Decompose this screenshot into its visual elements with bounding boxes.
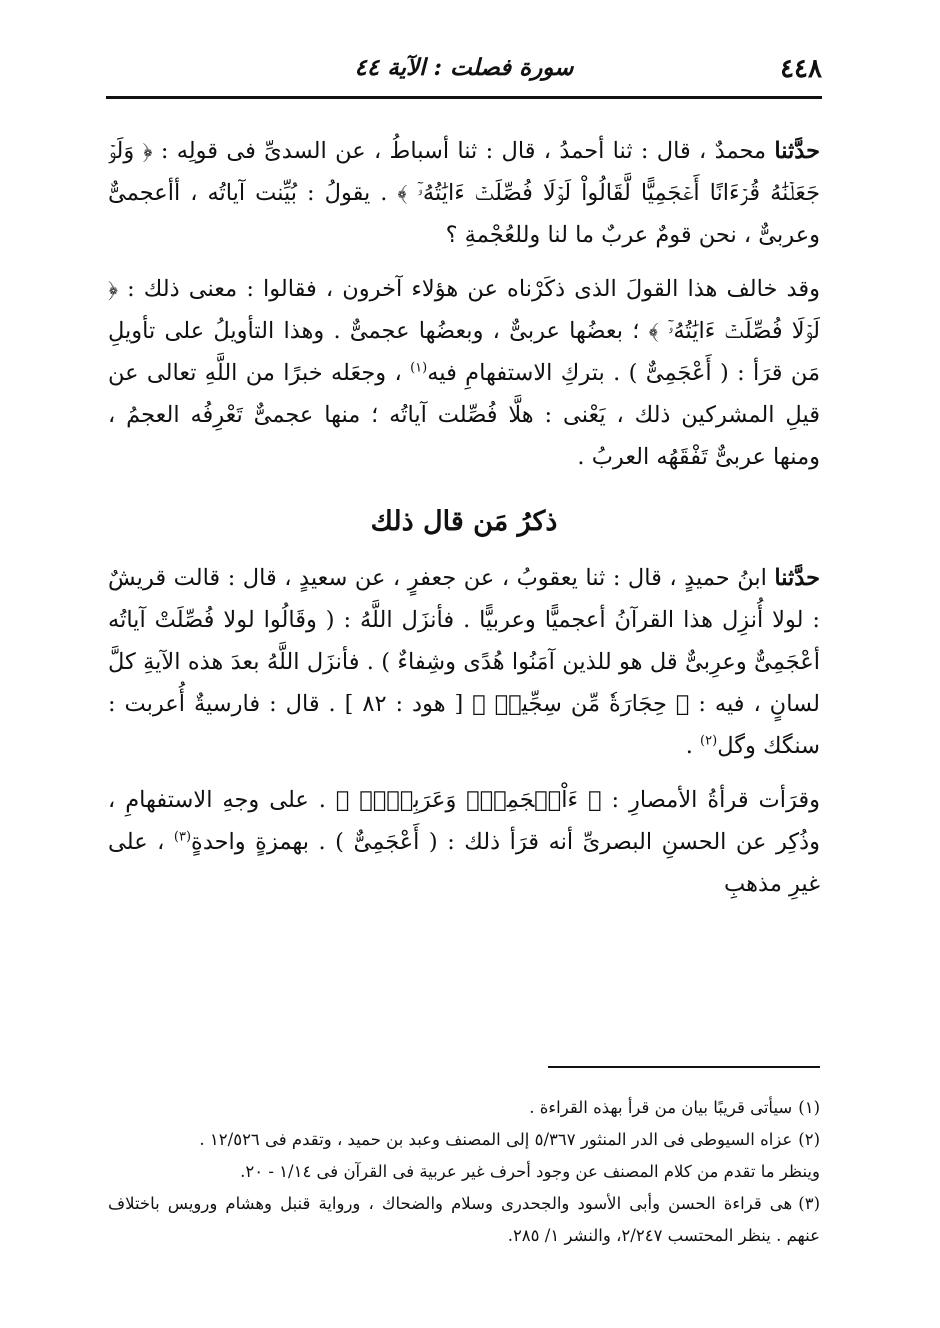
footnote [108, 1092, 820, 1124]
paragraph [108, 557, 820, 767]
paragraph-text-cont: ، على غيرِ مذهبِ [108, 829, 820, 897]
paragraph-text: وقد خالف هذا القولَ الذى ذكَرْناه عن هؤلاء آخرون ، فقالوا : معنى ذلك : ﴿ لَوۡلَا فُصِّلَتۡ ءَايَٰتُهُۥٓ ﴾ ؛ بعضُها عربىٌّ ، وبعضُها عجمىٌّ . وهذا التأويلُ على تأويلِ مَن قرَأ : ( أَعْجَمِىٌّ ) . بتركِ الاستفهامِ فيه [108, 276, 821, 386]
section-heading: ذكرُ مَن قال ذلك [370, 506, 558, 537]
footnote-continuation [108, 1156, 820, 1188]
paragraph-text: ابنُ حميدٍ ، قال : ثنا يعقوبُ ، عن جعفرٍ ، عن سعيدٍ ، قال : قالت قريشٌ : لولا أُنزِل هذا القرآنُ أعجميًّا وعربيًّا . فأنزَل اللَّهُ : ( وقَالُوا لولا فُصِّلَتْ آياتُه أعْجَمِىٌّ وعرِبىٌّ قل هو للذين آمَنُوا هُدًى وشِفاءٌ ) . فأنزَل اللَّهُ بعدَ هذه الآيةِ كلَّ لسانٍ ، فيه : ﴿ حِجَارَةٗ مِّن سِجِّيلٖ ﴾ [ هود : ٨٢ ] . قال : فارسيةٌ أُعربت : سنگك وگل [108, 565, 820, 759]
narration-lead: حدَّثنا [774, 565, 820, 591]
running-header [106, 52, 822, 92]
paragraph-text: محمدٌ ، قال : ثنا أحمدُ ، قال : ثنا أسباطُ ، عن السدىِّ فى قولِه : ﴿ وَلَوۡ جَعَلۡنَٰهُ قُرۡءَانًا أَعۡجَمِيًّا لَّقَالُواْ لَوۡلَا فُصِّلَتۡ ءَايَٰتُهُۥٓ ﴾ . يقولُ : بُيِّنت آياتُه ، أأعجمىٌّ وعربىٌّ ، نحن قومٌ عربٌ ما لنا وللعُجْمةِ ؟ [108, 138, 820, 248]
footnote-number: (١) [798, 1098, 820, 1117]
footnote-ref: (١) [410, 360, 428, 376]
footnote-separator [548, 1066, 820, 1068]
footnote-text: عزاه السيوطى فى الدر المنثور ٥/٣٦٧ إلى المصنف وعبد بن حميد ، وتقدم فى ١٢/٥٢٦ . [199, 1130, 793, 1149]
footnote-text: سيأتى قريبًا بيان من قرأ بهذه القراءة . [529, 1098, 793, 1117]
page-number: ٤٤٨ [780, 54, 822, 84]
footnote-ref: (٣) [173, 829, 192, 845]
footnotes [108, 1092, 820, 1252]
paragraph [108, 779, 820, 905]
paragraph [108, 268, 820, 478]
running-title: سورة فصلت : الآية ٤٤ [354, 54, 574, 81]
paragraph-text-cont: ، وجعَله خبرًا من اللَّهِ تعالى عن قيلِ المشركين ذلك ، يَعْنى : هلَّا فُصِّلت آياتُه ؛ منها عجمىٌّ تَعْرِفُه العجمُ ، ومنها عربىٌّ تَفْقَهُه العربُ . [108, 360, 820, 470]
header-rule [106, 96, 822, 99]
paragraph-text-cont: . [685, 733, 701, 759]
footnote-text: وينظر ما تقدم من كلام المصنف عن وجود أحرف غير عربية فى القرآن فى ١/١٤ - ٢٠. [240, 1162, 820, 1181]
footnote-text: هى قراءة الحسن وأبى الأسود والجحدرى وسلام والضحاك ، ورواية قنبل وهشام ورويس باختلاف عنهم . ينظر المحتسب ٢/٢٤٧، والنشر ١/ ٢٨٥. [108, 1194, 820, 1245]
footnote-ref: (٢) [700, 733, 718, 749]
footnote [108, 1188, 820, 1252]
main-text [108, 130, 820, 917]
footnote-number: (٣) [798, 1194, 820, 1213]
paragraph-text: وقرَأت قرأةُ الأمصارِ : ﴿ ءَاْعۡجَمِيّٞ وَعَرَبِيّٞۗ ﴾ . على وجهِ الاستفهامِ ، وذُكِر عن الحسنِ البصرىِّ أنه قرَأ ذلك : ( أَعْجَمِىٌّ ) . بهمزةٍ واحدةٍ [108, 787, 820, 855]
paragraph [108, 130, 820, 256]
footnote-number: (٢) [798, 1130, 820, 1149]
footnote [108, 1124, 820, 1156]
narration-lead: حدَّثنا [774, 138, 820, 164]
